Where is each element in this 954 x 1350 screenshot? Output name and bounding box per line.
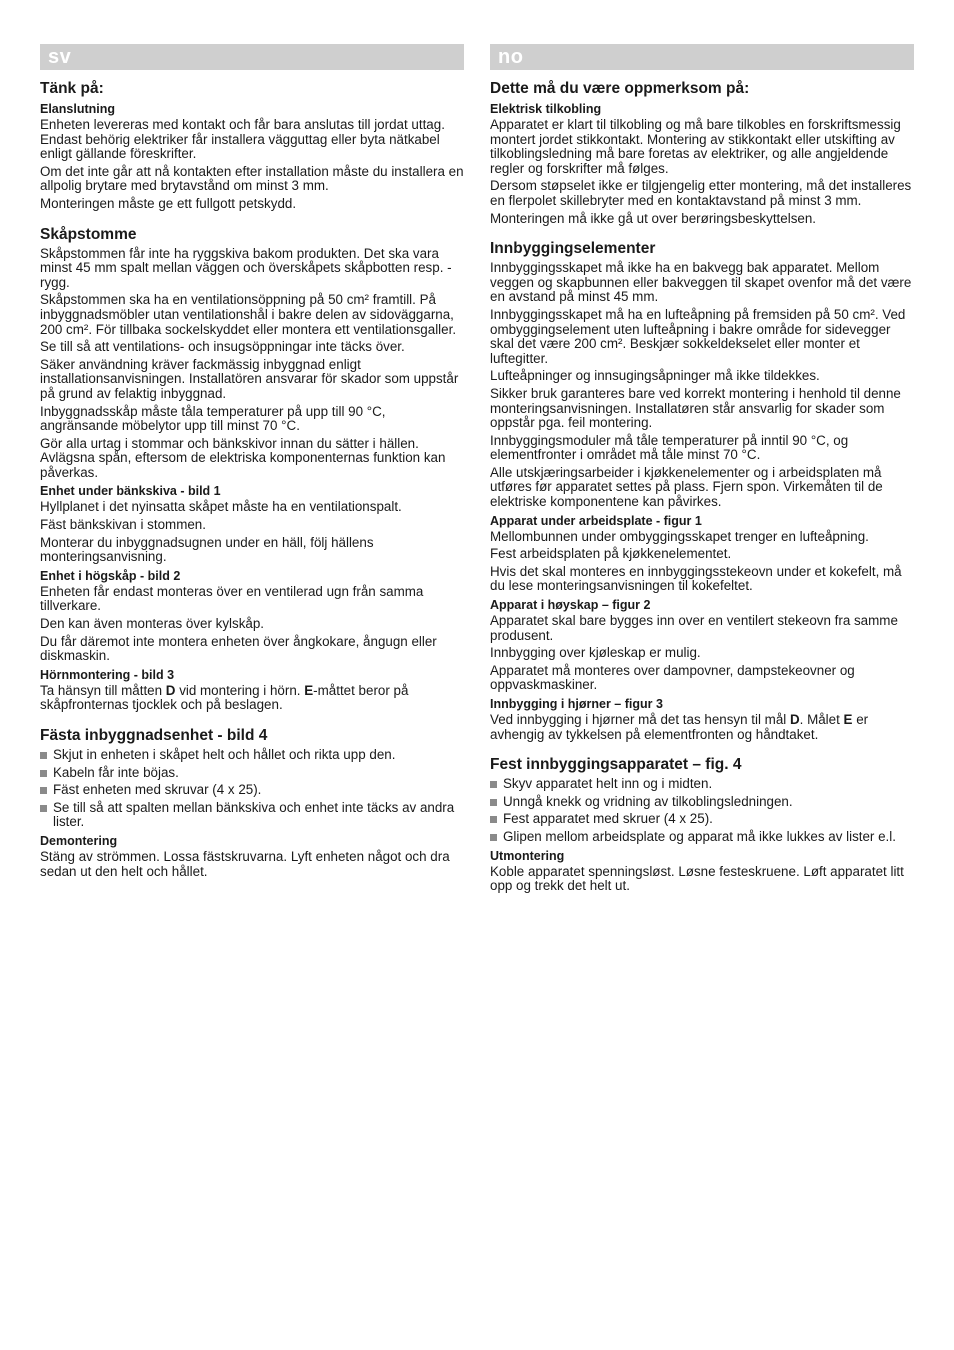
subheading-figure-1: Apparat under arbeidsplate - figur 1 [490, 513, 702, 528]
subheading-removal: Utmontering [490, 848, 565, 863]
step-text: Skyv apparatet helt inn og i midten. [503, 776, 713, 792]
paragraph: Monteringen måste ge ett fullgott petskydd. [40, 195, 297, 211]
step-item [40, 748, 464, 763]
paragraph: Fest arbeidsplaten på kjøkkenelementet. [490, 546, 732, 562]
section-title-fixing: Fest innbyggingsapparatet – fig. 4 [490, 756, 742, 774]
step-text: Skjut in enheten i skåpet helt och hållet och rikta upp den. [53, 747, 396, 762]
section-title-notes: Tänk på: [40, 80, 104, 97]
section-title-notes: Dette må du være oppmerksom på: [490, 80, 750, 97]
paragraph: Innbyggingsskapet må ikke ha en bakvegg bak apparatet. Mellom veggen og skapbunnen eller bakveggen til skapet ovenfor må det være en avstand på minst 45 mm. [490, 260, 912, 305]
section-title-cabinet: Innbyggingselementer [490, 240, 656, 258]
step-text: Kabeln får inte böjas. [53, 764, 179, 780]
subheading-figure-2: Enhet i högskåp - bild 2 [40, 568, 181, 583]
text: Ta hänsyn till måtten [40, 682, 166, 698]
paragraph: Enheten får endast monteras över en ventilerad ugn från samma tillverkare. [40, 583, 424, 614]
dimension-e-label: E [843, 712, 853, 727]
paragraph: Säker användning kräver fackmässig inbyggnad enligt installationsanvisningen. Installatören ansvarar för skador som uppstår på grund av felaktig inbyggnad. [40, 356, 459, 401]
subheading-figure-2: Apparat i høyskap – figur 2 [490, 598, 651, 613]
paragraph: Monteringen må ikke gå ut over berøringsbeskyttelsen. [490, 210, 816, 226]
subheading-electrical: Elektrisk tilkobling [490, 102, 602, 116]
subheading-electrical: Elanslutning [40, 102, 115, 116]
paragraph: Lufteåpninger og innsugingsåpninger må ikke tildekkes. [490, 368, 820, 384]
language-header-sv: sv [40, 44, 464, 70]
column-swedish [40, 44, 464, 882]
paragraph: Inbyggnadsskåp måste tåla temperaturer på upp till 90 °C, angränsande möbelytor upp till minst 70 °C. [40, 403, 386, 434]
paragraph: Dersom støpselet ikke er tilgjengelig etter montering, må det installeres en flerpolet skillebryter med en kontaktavstand på minst 3 mm. [490, 178, 912, 208]
subheading-figure-3: Hörnmontering - bild 3 [40, 667, 175, 682]
step-item [490, 812, 914, 827]
step-item [40, 783, 464, 798]
paragraph: Hyllplanet i det nyinsatta skåpet måste ha en ventilationspalt. [40, 499, 402, 515]
paragraph: Skåpstommen ska ha en ventilationsöppning på 50 cm² framtill. På inbyggnadsmöbler utan ventilationshål i bakre delen av sidoväggarna, 200 cm². För tillbaka sockelskyddet eller montera ett ventilationsgaller. [40, 292, 457, 337]
square-bullet-icon [40, 787, 47, 794]
step-text: Fäst enheten med skruvar (4 x 25). [53, 782, 262, 798]
step-text: Unngå knekk og vridning av tilkoblingsledningen. [503, 793, 793, 809]
paragraph: Enheten levereras med kontakt och får bara anslutas till jordat uttag. Endast behörig elektriker får installera vägguttag eller byta nätkabel enligt gällande föreskrifter. [40, 117, 445, 162]
step-text: Glipen mellom arbeidsplate og apparat må ikke lukkes av lister e.l. [503, 828, 896, 844]
paragraph: Innbygging over kjøleskap er mulig. [490, 645, 701, 661]
step-item [40, 766, 464, 781]
section-title-fixing: Fästa inbyggnadsenhet - bild 4 [40, 727, 268, 744]
dimension-d-label: D [789, 712, 800, 727]
text: vid montering i hörn. [175, 682, 305, 698]
text: . Målet [799, 712, 844, 727]
paragraph: Gör alla urtag i stommar och bänkskivor innan du sätter i hällen. Avlägsna spån, eftersom de elektriska komponenternas funktion kan påverkas. [40, 435, 446, 480]
paragraph: Koble apparatet spenningsløst. Løsne festeskruene. Løft apparatet litt opp og trekk det helt ut. [490, 863, 904, 894]
paragraph: Den kan även monteras över kylskåp. [40, 616, 265, 632]
square-bullet-icon [40, 770, 47, 777]
text: -måttet beror på skåpfronternas tjocklek och på beslagen. [40, 682, 409, 713]
paragraph: Om det inte går att nå kontakten efter installation måste du installera en allpolig brytare med brytavstånd om minst 3 mm. [40, 163, 464, 194]
step-text: Se till så att spalten mellan bänkskiva och enhet inte täcks av andra lister. [53, 799, 455, 830]
square-bullet-icon [490, 834, 497, 841]
paragraph: Skåpstommen får inte ha ryggskiva bakom produkten. Det ska vara minst 45 mm spalt mellan väggen och överskåpets skåpbotten resp. -rygg. [40, 245, 452, 290]
square-bullet-icon [490, 816, 497, 823]
paragraph: Apparatet må monteres over dampovner, dampstekeovner og oppvaskmaskiner. [490, 662, 855, 693]
square-bullet-icon [490, 799, 497, 806]
paragraph: Fäst bänkskivan i stommen. [40, 517, 206, 533]
paragraph: Alle utskjæringsarbeider i kjøkkenelementer og i arbeidsplaten må utføres før apparatet settes på plass. Fjern spon. Virkemåten til de elektriske komponentene kan påvirkes. [490, 464, 883, 510]
step-item [40, 801, 464, 830]
dimension-e-label: E [304, 682, 314, 698]
paragraph: Stäng av strömmen. Lossa fästskruvarna. Lyft enheten något och dra sedan ut den helt och hållet. [40, 848, 450, 879]
paragraph: Apparatet skal bare bygges inn over en ventilert stekeovn fra samme produsent. [490, 613, 898, 643]
step-text: Fest apparatet med skruer (4 x 25). [503, 811, 713, 827]
paragraph: Du får däremot inte montera enheten över ångkokare, ångugn eller diskmaskin. [40, 633, 437, 664]
paragraph: Mellombunnen under ombyggingsskapet trenger en lufteåpning. [490, 528, 869, 544]
step-item [490, 777, 914, 792]
text: er avhengig av tykkelsen på elementfronten og håndtaket. [490, 712, 869, 742]
section-title-cabinet: Skåpstomme [40, 225, 137, 243]
paragraph: Se till så att ventilations- och insugsöppningar inte täcks över. [40, 339, 405, 355]
subheading-figure-3: Innbygging i hjørner – figur 3 [490, 697, 663, 711]
paragraph: Hvis det skal monteres en innbyggingsstekeovn under et kokefelt, må du lese monteringsanvisningen til kokefeltet. [490, 563, 902, 594]
square-bullet-icon [490, 781, 497, 788]
step-list [490, 777, 914, 844]
step-item [490, 830, 914, 845]
square-bullet-icon [40, 752, 47, 759]
text: Ved innbygging i hjørner må det tas hensyn til mål [490, 712, 790, 727]
paragraph-corner-mounting [40, 684, 464, 713]
step-list [40, 748, 464, 830]
paragraph: Sikker bruk garanteres bare ved korrekt montering i henhold til denne monteringsanvisningen. Installatøren står ansvarlig for skader som oppstår pga. feil montering. [490, 385, 901, 431]
paragraph: Monterar du inbyggnadsugnen under en häll, följ hällens monteringsanvisning. [40, 534, 374, 565]
paragraph: Innbyggingsskapet må ha en lufteåpning på fremsiden på 50 cm². Ved ombyggingselement uten lufteåpning i bakre område for sidevegger skal det være 200 cm². Beskjær sokkeldekselet eller monter et luftegitter. [490, 306, 906, 366]
paragraph-corner-mounting [490, 713, 914, 742]
subheading-figure-1: Enhet under bänkskiva - bild 1 [40, 484, 221, 499]
dimension-d-label: D [165, 682, 176, 698]
column-norwegian [490, 44, 914, 897]
square-bullet-icon [40, 805, 47, 812]
step-item [490, 795, 914, 810]
language-header-no: no [490, 44, 914, 70]
paragraph: Innbyggingsmoduler må tåle temperaturer på inntil 90 °C, og elementfronter i området må tåle minst 70 °C. [490, 432, 849, 463]
paragraph: Apparatet er klart til tilkobling og må bare tilkobles en forskriftsmessig montert jordet stikkontakt. Montering av stikkontakt eller utskifting av tilkoblingsledning må bare foretas av elektriker, og alle angjeldende regler og forskrifter må følges. [490, 117, 901, 176]
subheading-removal: Demontering [40, 833, 118, 848]
